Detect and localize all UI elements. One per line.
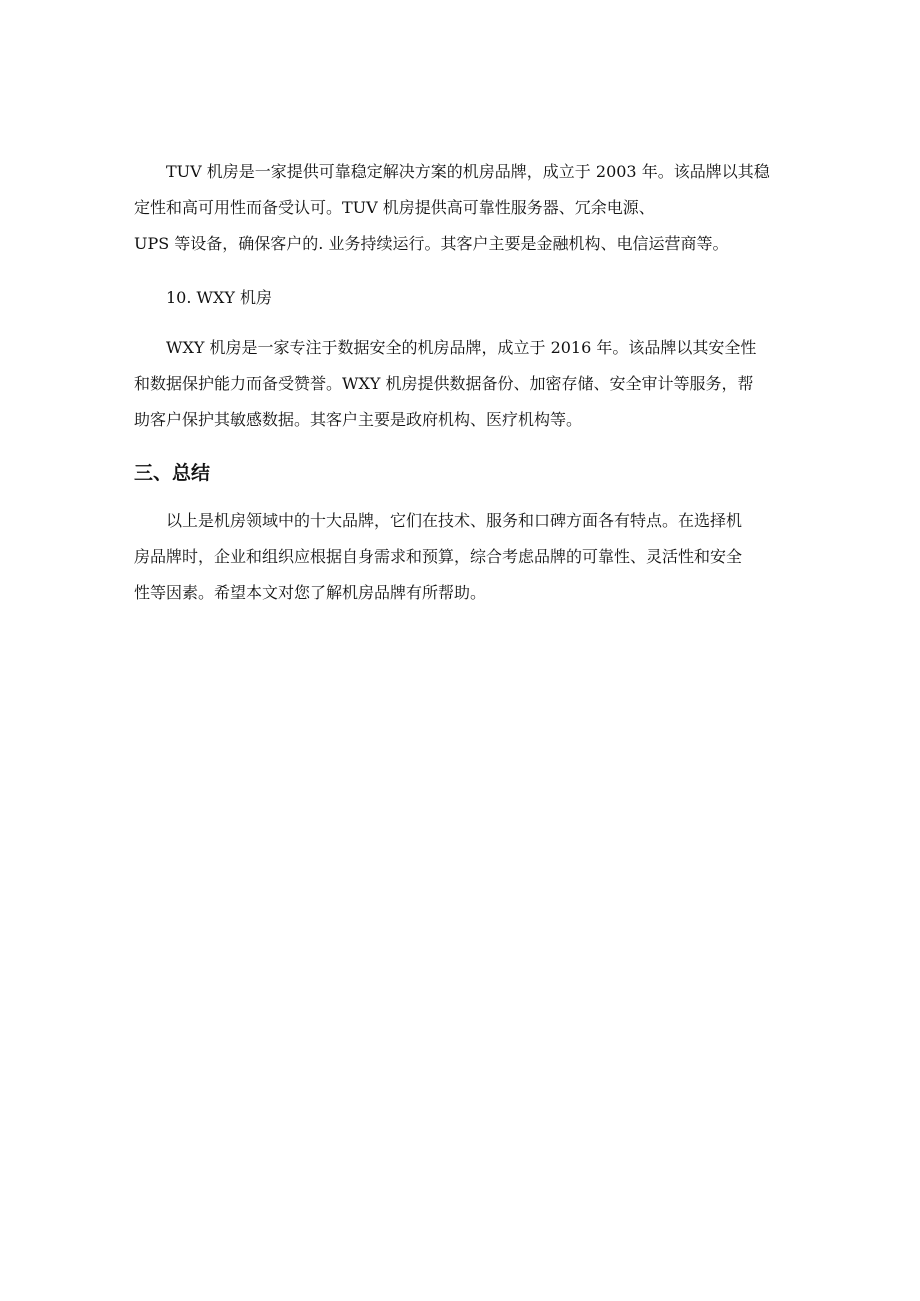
paragraph-line: UPS 等设备，确保客户的. 业务持续运行。其客户主要是金融机构、电信运营商等。 xyxy=(134,234,729,253)
paragraph-line: 性等因素。希望本文对您了解机房品牌有所帮助。 xyxy=(134,583,487,602)
list-item-10: 10. WXY 机房 xyxy=(166,288,273,307)
paragraph-line: 以上是机房领域中的十大品牌，它们在技术、服务和口碑方面各有特点。在选择机 xyxy=(166,511,743,530)
paragraph-wxy xyxy=(134,330,794,438)
section-heading-summary: 三、总结 xyxy=(134,462,211,484)
paragraph-summary xyxy=(134,503,794,611)
paragraph-tuv xyxy=(134,154,794,262)
paragraph-line: 房品牌时，企业和组织应根据自身需求和预算，综合考虑品牌的可靠性、灵活性和安全 xyxy=(134,547,743,566)
paragraph-line: 和数据保护能力而备受赞誉。WXY 机房提供数据备份、加密存储、安全审计等服务，帮 xyxy=(134,374,754,393)
paragraph-line: TUV 机房是一家提供可靠稳定解决方案的机房品牌，成立于 2003 年。该品牌以其稳 xyxy=(166,162,770,181)
paragraph-line: 定性和高可用性而备受认可。TUV 机房提供高可靠性服务器、冗余电源、 xyxy=(134,198,655,217)
paragraph-line: 助客户保护其敏感数据。其客户主要是政府机构、医疗机构等。 xyxy=(134,410,583,429)
paragraph-line: WXY 机房是一家专注于数据安全的机房品牌，成立于 2016 年。该品牌以其安全性 xyxy=(166,338,757,357)
